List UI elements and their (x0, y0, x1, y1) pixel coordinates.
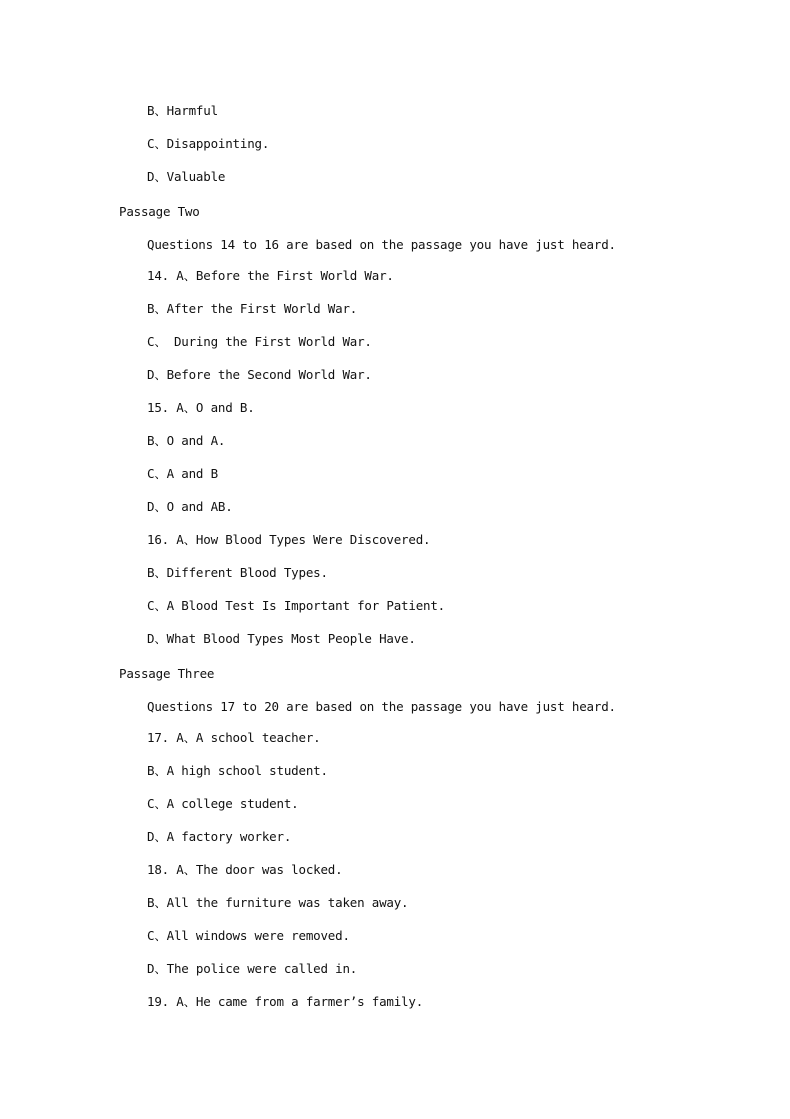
passage-three-instructions: Questions 17 to 20 are based on the passage you have just heard. (147, 699, 616, 714)
question-14-option-c: C、 During the First World War. (147, 334, 372, 349)
question-18-option-b: B、All the furniture was taken away. (147, 895, 409, 910)
passage-three-heading: Passage Three (119, 666, 215, 681)
question-17-option-a: 17. A、A school teacher. (147, 730, 321, 745)
question-18-option-a: 18. A、The door was locked. (147, 862, 343, 877)
question-16-option-a: 16. A、How Blood Types Were Discovered. (147, 532, 431, 547)
question-15-option-b: B、O and A. (147, 433, 226, 448)
question-18-option-d: D、The police were called in. (147, 961, 358, 976)
option-b-harmful: B、Harmful (147, 103, 218, 118)
question-16-option-d: D、What Blood Types Most People Have. (147, 631, 416, 646)
question-15-option-d: D、O and AB. (147, 499, 233, 514)
question-17-option-b: B、A high school student. (147, 763, 328, 778)
question-19-option-a: 19. A、He came from a farmer’s family. (147, 994, 424, 1009)
question-17-option-c: C、A college student. (147, 796, 299, 811)
question-18-option-c: C、All windows were removed. (147, 928, 350, 943)
question-15-option-a: 15. A、O and B. (147, 400, 255, 415)
question-14-option-a: 14. A、Before the First World War. (147, 268, 394, 283)
passage-two-heading: Passage Two (119, 204, 200, 219)
option-c-disappointing: C、Disappointing. (147, 136, 270, 151)
question-16-option-c: C、A Blood Test Is Important for Patient. (147, 598, 445, 613)
question-16-option-b: B、Different Blood Types. (147, 565, 328, 580)
question-14-option-b: B、After the First World War. (147, 301, 358, 316)
passage-two-instructions: Questions 14 to 16 are based on the passage you have just heard. (147, 237, 616, 252)
question-14-option-d: D、Before the Second World War. (147, 367, 372, 382)
question-17-option-d: D、A factory worker. (147, 829, 292, 844)
option-d-valuable: D、Valuable (147, 169, 226, 184)
question-15-option-c: C、A and B (147, 466, 218, 481)
